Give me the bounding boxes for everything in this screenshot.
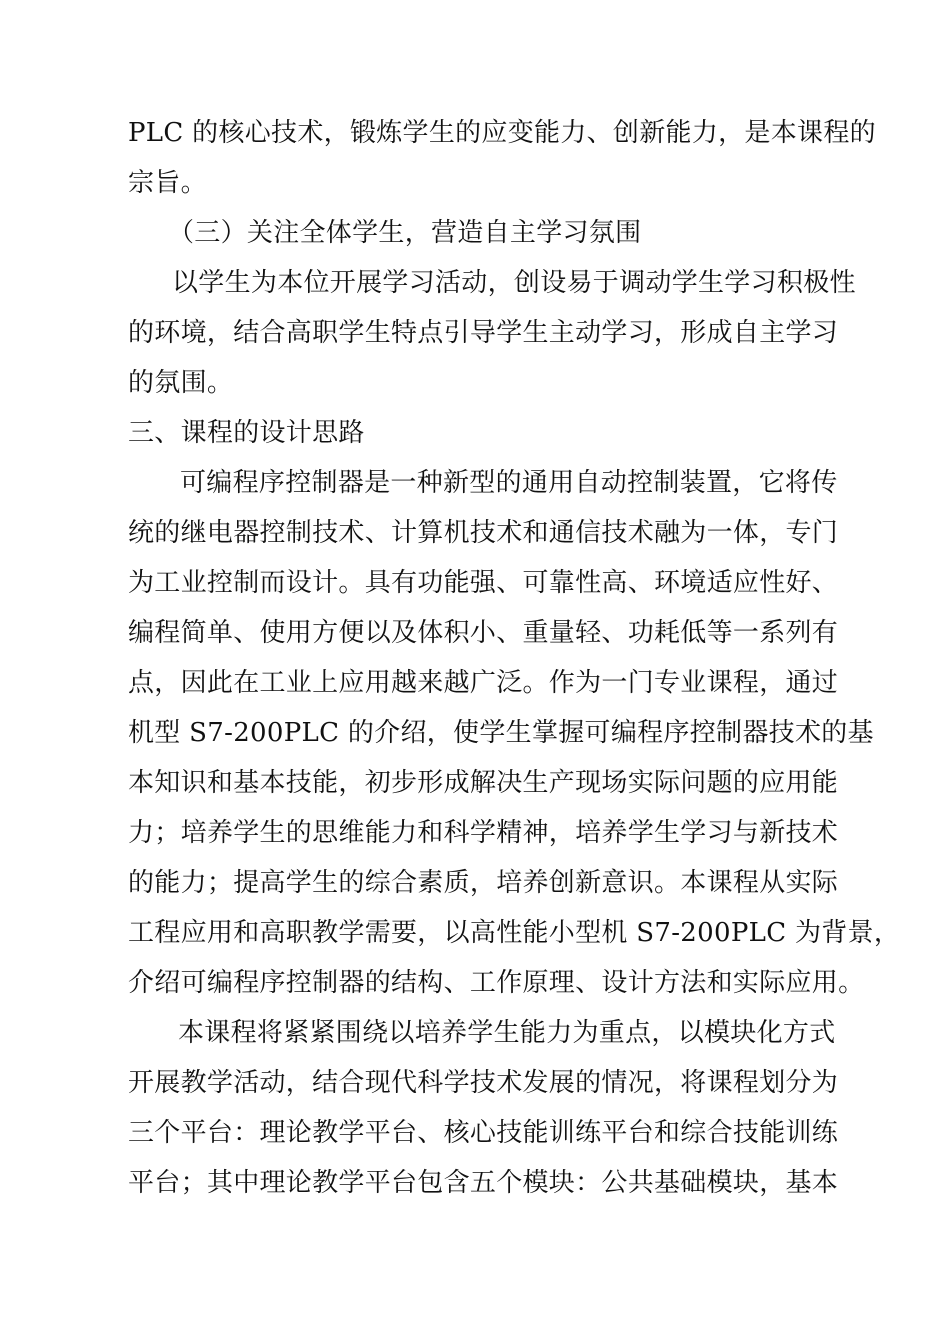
text-line-4: 以学生为本位开展学习活动，创设易于调动学生学习积极性 — [172, 268, 856, 298]
text-line-17: 工程应用和高职教学需要，以高性能小型机 S7-200PLC 为背景， — [128, 918, 901, 948]
text-line-19: 本课程将紧紧围绕以培养学生能力为重点，以模块化方式 — [178, 1018, 836, 1048]
text-line-22: 平台；其中理论教学平台包含五个模块：公共基础模块，基本 — [128, 1168, 839, 1198]
text-line-16: 的能力；提高学生的综合素质，培养创新意识。本课程从实际 — [128, 868, 839, 898]
subheading-3: （三）关注全体学生，营造自主学习氛围 — [168, 218, 642, 248]
text-line-8: 可编程序控制器是一种新型的通用自动控制装置，它将传 — [180, 468, 838, 498]
text-line-18: 介绍可编程序控制器的结构、工作原理、设计方法和实际应用。 — [128, 968, 865, 998]
text-line-14: 本知识和基本技能，初步形成解决生产现场实际问题的应用能 — [128, 768, 839, 798]
section-heading: 三、课程的设计思路 — [128, 418, 365, 448]
text-line-21: 三个平台：理论教学平台、核心技能训练平台和综合技能训练 — [128, 1118, 839, 1148]
text-line-1: PLC 的核心技术，锻炼学生的应变能力、创新能力，是本课程的 — [128, 118, 876, 148]
text-line-15: 力；培养学生的思维能力和科学精神，培养学生学习与新技术 — [128, 818, 839, 848]
text-line-20: 开展教学活动，结合现代科学技术发展的情况，将课程划分为 — [128, 1068, 839, 1098]
text-line-6: 的氛围。 — [128, 368, 234, 398]
text-line-9: 统的继电器控制技术、计算机技术和通信技术融为一体，专门 — [128, 518, 839, 548]
text-line-2: 宗旨。 — [128, 168, 207, 198]
text-line-10: 为工业控制而设计。具有功能强、可靠性高、环境适应性好、 — [128, 568, 839, 598]
text-line-5: 的环境，结合高职学生特点引导学生主动学习，形成自主学习 — [128, 318, 839, 348]
text-line-11: 编程简单、使用方便以及体积小、重量轻、功耗低等一系列有 — [128, 618, 839, 648]
text-line-12: 点，因此在工业上应用越来越广泛。作为一门专业课程，通过 — [128, 668, 839, 698]
text-line-13: 机型 S7-200PLC 的介绍，使学生掌握可编程序控制器技术的基 — [128, 718, 874, 748]
